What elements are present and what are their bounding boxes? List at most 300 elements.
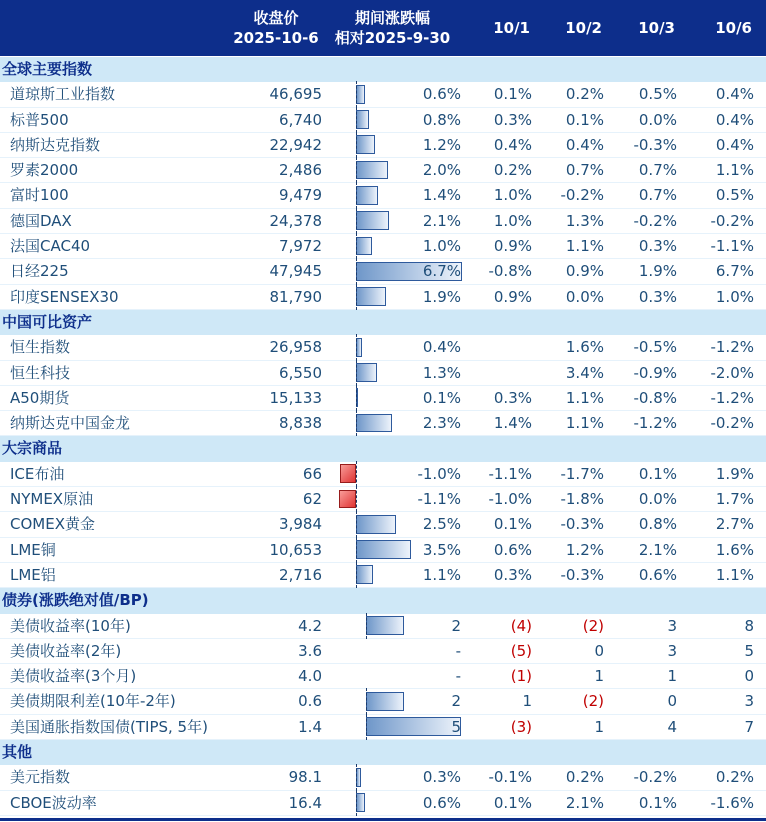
change-bar-cell: [356, 765, 463, 789]
change-bar-cell: [356, 361, 463, 385]
asset-name: A50期货: [10, 388, 70, 407]
close-value: 26,958: [269, 338, 322, 357]
close-value: 0.6: [298, 692, 322, 711]
table-row: [0, 512, 766, 537]
bar-baseline: [356, 182, 357, 208]
day-value: 1.6%: [715, 540, 754, 559]
table-row: [0, 411, 766, 436]
day-value: 3: [667, 641, 677, 660]
table-row: [0, 614, 766, 639]
column-gap: [322, 639, 356, 663]
bar-baseline: [356, 334, 357, 360]
bar-baseline: [356, 258, 357, 284]
column-gap: [322, 614, 356, 638]
day-value: 0.1%: [493, 793, 532, 812]
change-bar-cell: [356, 791, 463, 815]
column-gap: [322, 715, 356, 739]
asset-name: 美债收益率(10年): [10, 616, 131, 635]
day-value: 3: [667, 616, 677, 635]
close-value: 2,486: [279, 161, 322, 180]
asset-name: 道琼斯工业指数: [10, 85, 116, 104]
day-value: -1.6%: [710, 793, 754, 812]
change-bar-cell: [356, 614, 463, 638]
asset-name: 恒生科技: [10, 363, 71, 382]
day-value: 3: [744, 692, 754, 711]
column-gap: [322, 158, 356, 182]
table-row: [0, 487, 766, 512]
change-value: 2.5%: [422, 515, 461, 534]
bar-baseline: [356, 461, 357, 487]
table-row: [0, 538, 766, 563]
day-value: 0.1%: [493, 85, 532, 104]
header-day-10-6: 10/6: [715, 19, 752, 37]
column-gap: [322, 108, 356, 132]
table-row: [0, 386, 766, 411]
bar-baseline: [356, 132, 357, 158]
change-value: 2.1%: [422, 211, 461, 230]
change-bar-cell: [356, 133, 463, 157]
day-value: 1: [594, 717, 604, 736]
change-bar: [356, 186, 378, 205]
day-value: 1: [667, 667, 677, 686]
asset-name: 美债期限利差(10年-2年): [10, 692, 176, 711]
column-gap: [322, 183, 356, 207]
day-value: 0.7%: [638, 161, 677, 180]
change-bar-cell: [356, 209, 463, 233]
table-row: [0, 259, 766, 284]
day-value: -0.8%: [488, 262, 532, 281]
day-value: (5): [510, 641, 532, 660]
close-value: 4.0: [298, 667, 322, 686]
table-body: [0, 57, 766, 816]
table-row: [0, 285, 766, 310]
day-value: 8: [744, 616, 754, 635]
day-value: 0.4%: [493, 135, 532, 154]
change-value: 3.5%: [422, 540, 461, 559]
change-bar: [356, 363, 377, 382]
table-row: [0, 639, 766, 664]
day-value: (2): [582, 616, 604, 635]
day-value: 1: [522, 692, 532, 711]
day-value: 4: [667, 717, 677, 736]
day-value: 1.0%: [493, 186, 532, 205]
change-bar-cell: [356, 335, 463, 359]
day-value: 6.7%: [715, 262, 754, 281]
day-value: 1.7%: [715, 490, 754, 509]
change-value: -1.0%: [417, 464, 461, 483]
bar-baseline: [356, 157, 357, 183]
close-value: 98.1: [288, 768, 322, 787]
close-value: 6,550: [279, 363, 322, 382]
table-row: [0, 462, 766, 487]
day-value: -0.2%: [560, 186, 604, 205]
close-value: 62: [302, 490, 322, 509]
day-value: -2.0%: [710, 363, 754, 382]
day-value: 0.4%: [565, 135, 604, 154]
bar-baseline: [356, 790, 357, 816]
change-bar-cell: [356, 234, 463, 258]
day-value: 0.0%: [638, 490, 677, 509]
column-gap: [322, 411, 356, 435]
change-bar: [366, 616, 404, 635]
table-row: [0, 664, 766, 689]
day-value: -1.2%: [710, 338, 754, 357]
bar-baseline: [356, 360, 357, 386]
change-bar: [356, 110, 369, 129]
bar-baseline: [356, 537, 357, 563]
section-header: 大宗商品: [0, 436, 766, 461]
day-value: -0.3%: [560, 515, 604, 534]
column-gap: [322, 765, 356, 789]
change-value: 0.1%: [422, 388, 461, 407]
change-bar-cell: [356, 158, 463, 182]
change-bar-cell: [356, 183, 463, 207]
table-row: [0, 108, 766, 133]
change-bar: [356, 793, 365, 812]
table-row: [0, 209, 766, 234]
column-gap: [322, 285, 356, 309]
day-value: 1.4%: [493, 414, 532, 433]
column-gap: [322, 512, 356, 536]
close-value: 4.2: [298, 616, 322, 635]
day-value: 0.4%: [715, 135, 754, 154]
day-value: 0.7%: [638, 186, 677, 205]
day-value: 1.1%: [565, 237, 604, 256]
asset-name: 法国CAC40: [10, 237, 91, 256]
day-value: -0.2%: [633, 768, 677, 787]
change-bar: [356, 211, 389, 230]
day-value: 0.7%: [565, 161, 604, 180]
change-value: -1.1%: [417, 490, 461, 509]
column-gap: [322, 335, 356, 359]
bar-baseline: [366, 688, 367, 714]
close-value: 24,378: [269, 211, 322, 230]
change-bar-cell: [356, 715, 463, 739]
day-value: 0.3%: [493, 388, 532, 407]
day-value: 1.1%: [565, 388, 604, 407]
change-value: 6.7%: [422, 262, 461, 281]
header-close-label: 收盘价: [253, 8, 299, 27]
day-value: (4): [510, 616, 532, 635]
day-value: 5: [744, 641, 754, 660]
change-bar-cell: [356, 285, 463, 309]
change-bar: [356, 565, 373, 584]
change-value: 2: [451, 616, 461, 635]
day-value: 0.8%: [638, 515, 677, 534]
bar-baseline: [356, 284, 357, 310]
asset-name: 纳斯达克指数: [10, 135, 101, 154]
day-value: [463, 361, 535, 385]
asset-name: 恒生指数: [10, 338, 71, 357]
day-value: 0: [594, 641, 604, 660]
day-value: 0.0%: [638, 110, 677, 129]
change-bar: [356, 287, 386, 306]
change-value: 0.3%: [422, 768, 461, 787]
bar-baseline: [356, 107, 357, 133]
day-value: 0.2%: [493, 161, 532, 180]
column-gap: [322, 791, 356, 815]
table-row: [0, 715, 766, 740]
change-bar-cell: [356, 82, 463, 106]
change-value: 1.0%: [422, 237, 461, 256]
change-bar: [356, 414, 392, 433]
change-bar: [356, 161, 388, 180]
day-value: 1.3%: [565, 211, 604, 230]
day-value: -1.2%: [633, 414, 677, 433]
day-value: 1.1%: [565, 414, 604, 433]
day-value: -0.1%: [488, 768, 532, 787]
change-bar: [340, 464, 356, 483]
bar-baseline: [356, 410, 357, 436]
day-value: 0.5%: [638, 85, 677, 104]
change-bar-cell: [356, 462, 463, 486]
day-value: 0.1%: [565, 110, 604, 129]
day-value: 0.2%: [565, 85, 604, 104]
day-value: 0.1%: [638, 793, 677, 812]
day-value: -0.2%: [710, 414, 754, 433]
column-gap: [322, 361, 356, 385]
change-bar: [356, 515, 396, 534]
close-value: 9,479: [279, 186, 322, 205]
change-bar-cell: [356, 259, 463, 283]
bar-baseline: [356, 208, 357, 234]
asset-name: ICE布油: [10, 464, 65, 483]
change-value: -: [455, 667, 461, 686]
asset-name: 德国DAX: [10, 211, 72, 230]
header-day-10-3: 10/3: [638, 19, 675, 37]
day-value: -1.1%: [710, 237, 754, 256]
day-value: 1.6%: [565, 338, 604, 357]
day-value: -0.3%: [560, 565, 604, 584]
day-value: 0.2%: [715, 768, 754, 787]
day-value: -0.5%: [633, 338, 677, 357]
close-value: 2,716: [279, 565, 322, 584]
change-bar: [356, 540, 411, 559]
header-period-change: [322, 8, 463, 49]
change-value: 0.8%: [422, 110, 461, 129]
day-value: 0.4%: [715, 110, 754, 129]
asset-name: LME铜: [10, 540, 56, 559]
close-value: 47,945: [269, 262, 322, 281]
day-value: (2): [582, 692, 604, 711]
close-value: 7,972: [279, 237, 322, 256]
change-bar-cell: [356, 512, 463, 536]
change-value: 2.3%: [422, 414, 461, 433]
table-row: [0, 563, 766, 588]
asset-name: 美债收益率(3个月): [10, 667, 137, 686]
column-gap: [322, 664, 356, 688]
column-gap: [322, 386, 356, 410]
day-value: 2.1%: [565, 793, 604, 812]
change-bar-cell: [356, 639, 463, 663]
day-value: 0: [667, 692, 677, 711]
day-value: 0.5%: [715, 186, 754, 205]
change-bar: [356, 85, 365, 104]
change-bar-cell: [356, 689, 463, 713]
column-gap: [322, 133, 356, 157]
close-value: 1.4: [298, 717, 322, 736]
change-bar-cell: [356, 487, 463, 511]
section-header: 债券(涨跌绝对值/BP): [0, 588, 766, 613]
day-value: 1.1%: [715, 161, 754, 180]
day-value: 7: [744, 717, 754, 736]
asset-name: COMEX黄金: [10, 515, 95, 534]
day-value: -1.0%: [488, 490, 532, 509]
day-value: 0.3%: [493, 110, 532, 129]
table-header: [0, 0, 766, 57]
change-value: 0.6%: [422, 85, 461, 104]
day-value: (3): [510, 717, 532, 736]
day-value: (1): [510, 667, 532, 686]
day-value: 0.2%: [565, 768, 604, 787]
day-value: 1: [594, 667, 604, 686]
day-value: 0.4%: [715, 85, 754, 104]
day-value: 0.0%: [565, 287, 604, 306]
change-bar: [366, 692, 404, 711]
day-value: -0.8%: [633, 388, 677, 407]
header-close-price: [230, 8, 322, 49]
table-row: [0, 158, 766, 183]
asset-name: 富时100: [10, 186, 69, 205]
close-value: 6,740: [279, 110, 322, 129]
header-change-base-date: 相对2025-9-30: [334, 29, 451, 47]
day-value: [463, 335, 535, 359]
change-value: 1.4%: [422, 186, 461, 205]
asset-name: 印度SENSEX30: [10, 287, 119, 306]
close-value: 15,133: [269, 388, 322, 407]
bar-baseline: [356, 385, 357, 411]
bar-baseline: [356, 233, 357, 259]
change-bar-cell: [356, 538, 463, 562]
bar-baseline: [366, 613, 367, 639]
change-value: 2.0%: [422, 161, 461, 180]
day-value: 0.6%: [493, 540, 532, 559]
change-value: 1.2%: [422, 135, 461, 154]
close-value: 3.6: [298, 641, 322, 660]
day-value: -1.8%: [560, 490, 604, 509]
day-value: 1.0%: [493, 211, 532, 230]
asset-name: 日经225: [10, 262, 69, 281]
close-value: 66: [302, 464, 322, 483]
day-value: 0.1%: [638, 464, 677, 483]
day-value: 1.9%: [715, 464, 754, 483]
close-value: 16.4: [288, 793, 322, 812]
bar-baseline: [356, 511, 357, 537]
bar-baseline: [356, 764, 357, 790]
asset-name: LME铝: [10, 565, 56, 584]
change-bar-cell: [356, 386, 463, 410]
day-value: -0.2%: [710, 211, 754, 230]
change-value: -: [455, 641, 461, 660]
day-value: -1.7%: [560, 464, 604, 483]
asset-name: 罗素2000: [10, 161, 79, 180]
column-gap: [322, 538, 356, 562]
close-value: 8,838: [279, 414, 322, 433]
column-gap: [322, 82, 356, 106]
day-value: 0.9%: [493, 287, 532, 306]
day-value: 1.1%: [715, 565, 754, 584]
day-value: -0.3%: [633, 135, 677, 154]
day-value: 0.9%: [493, 237, 532, 256]
change-bar: [356, 237, 372, 256]
section-header: 中国可比资产: [0, 310, 766, 335]
day-value: 0.3%: [638, 237, 677, 256]
change-bar: [339, 490, 356, 509]
day-value: 1.9%: [638, 262, 677, 281]
day-value: 2.1%: [638, 540, 677, 559]
day-value: 0.6%: [638, 565, 677, 584]
close-value: 3,984: [279, 515, 322, 534]
change-bar: [366, 717, 461, 736]
day-value: 3.4%: [565, 363, 604, 382]
bar-baseline: [356, 562, 357, 588]
change-value: 5: [451, 717, 461, 736]
table-row: [0, 82, 766, 107]
table-row: [0, 689, 766, 714]
table-row: [0, 361, 766, 386]
asset-name: 美元指数: [10, 768, 71, 787]
column-gap: [322, 209, 356, 233]
section-header: 全球主要指数: [0, 57, 766, 82]
asset-name: 纳斯达克中国金龙: [10, 414, 131, 433]
day-value: 1.2%: [565, 540, 604, 559]
day-value: -0.9%: [633, 363, 677, 382]
table-row: [0, 765, 766, 790]
asset-name: 美国通胀指数国债(TIPS, 5年): [10, 717, 208, 736]
day-value: 1.0%: [715, 287, 754, 306]
asset-name: 美债收益率(2年): [10, 641, 122, 660]
day-value: -1.1%: [488, 464, 532, 483]
day-value: 2.7%: [715, 515, 754, 534]
column-gap: [322, 259, 356, 283]
asset-name: NYMEX原油: [10, 490, 94, 509]
bottom-border-line: [0, 818, 766, 821]
day-value: 0.1%: [493, 515, 532, 534]
asset-name: CBOE波动率: [10, 793, 97, 812]
header-close-date: 2025-10-6: [233, 29, 319, 47]
day-value: -1.2%: [710, 388, 754, 407]
change-value: 0.4%: [422, 338, 461, 357]
header-change-label: 期间涨跌幅: [354, 8, 430, 27]
change-value: 0.6%: [422, 793, 461, 812]
day-value: 0.9%: [565, 262, 604, 281]
table-row: [0, 335, 766, 360]
table-row: [0, 791, 766, 816]
day-value: 0.3%: [493, 565, 532, 584]
change-bar: [356, 135, 375, 154]
change-bar-cell: [356, 664, 463, 688]
change-value: 1.1%: [422, 565, 461, 584]
table-row: [0, 234, 766, 259]
column-gap: [322, 234, 356, 258]
change-bar-cell: [356, 411, 463, 435]
column-gap: [322, 689, 356, 713]
asset-name: 标普500: [10, 110, 69, 129]
day-value: -0.2%: [633, 211, 677, 230]
close-value: 10,653: [269, 540, 322, 559]
close-value: 22,942: [269, 135, 322, 154]
header-day-10-2: 10/2: [565, 19, 602, 37]
change-value: 1.3%: [422, 363, 461, 382]
change-value: 2: [451, 692, 461, 711]
table-row: [0, 183, 766, 208]
day-value: 0: [744, 667, 754, 686]
table-row: [0, 133, 766, 158]
change-bar-cell: [356, 108, 463, 132]
change-bar-cell: [356, 563, 463, 587]
bar-baseline: [366, 714, 367, 740]
change-value: 1.9%: [422, 287, 461, 306]
